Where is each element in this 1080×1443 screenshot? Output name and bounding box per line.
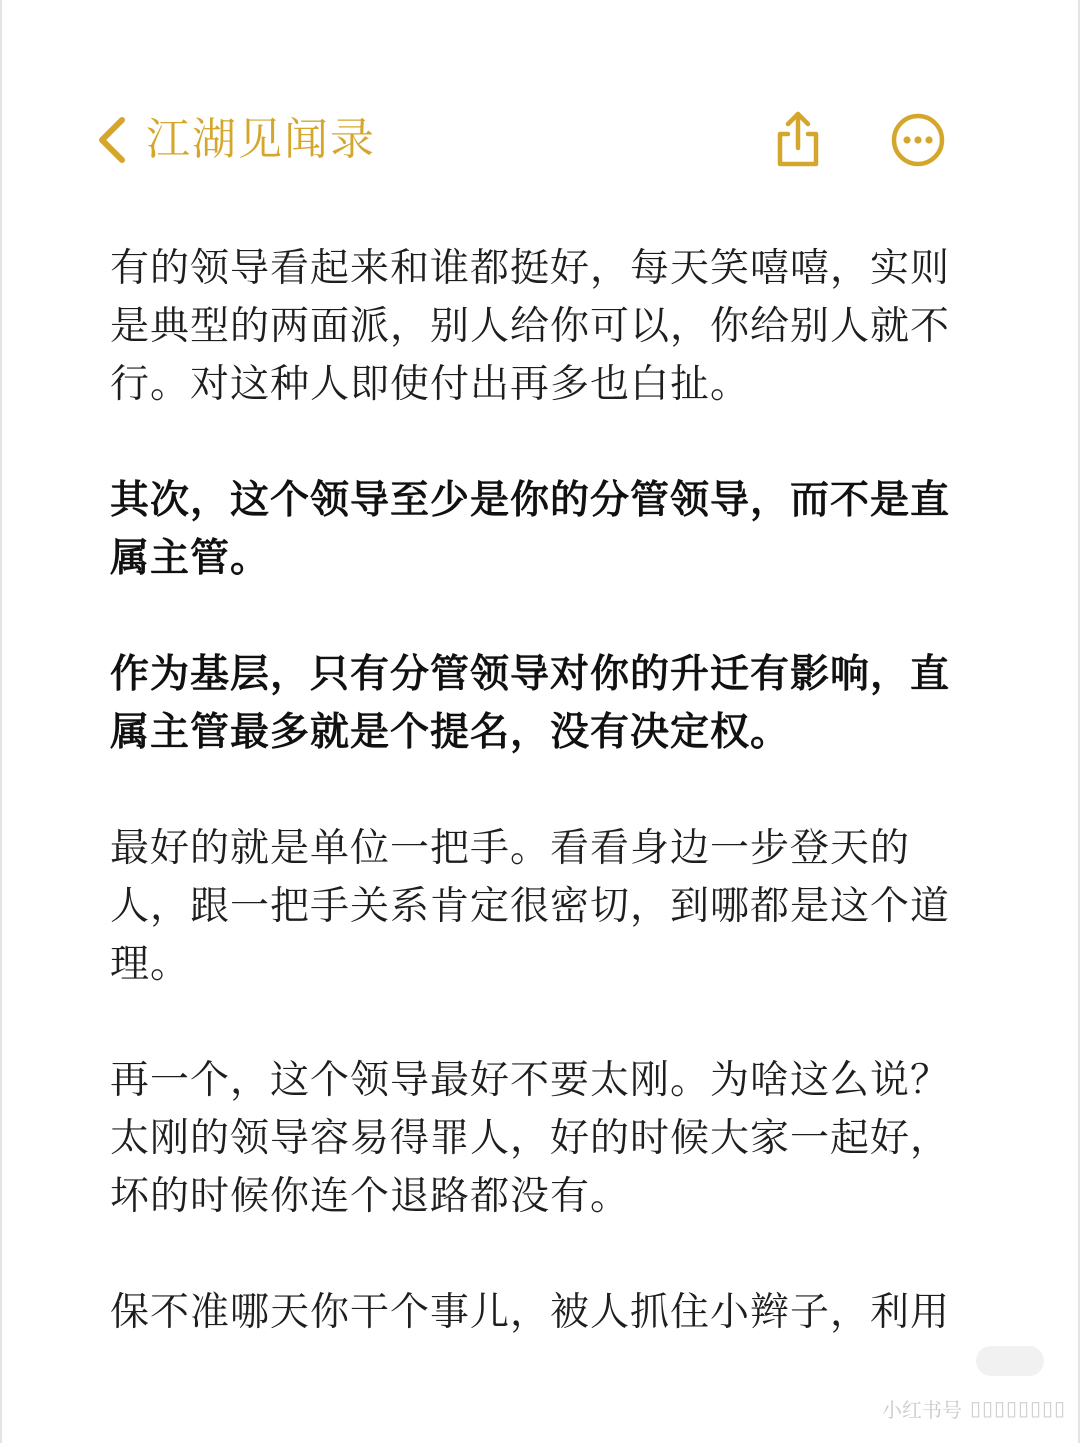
note-paragraph-bold: 作为基层，只有分管领导对你的升迁有影响，直属主管最多就是个提名，没有决定权。 xyxy=(110,652,951,755)
watermark-id: ▯▯▯▯▯▯▯▯ xyxy=(969,1398,1066,1420)
share-button[interactable] xyxy=(766,108,830,172)
navigation-bar xyxy=(0,0,1080,230)
watermark-name: 小红书号 xyxy=(881,1400,962,1422)
note-paragraph: 再一个，这个领导最好不要太刚。为啥这么说？太刚的领导容易得罪人，好的时候大家一起好，坏的时候你连个退路都没有。 xyxy=(110,1058,951,1219)
note-paragraph-bold: 其次，这个领导至少是你的分管领导，而不是直属主管。 xyxy=(110,478,951,581)
back-button[interactable] xyxy=(92,108,376,172)
note-paragraph: 保不准哪天你干个事儿，被人抓住小辫子，利用 xyxy=(110,1290,951,1335)
watermark xyxy=(882,1394,1066,1423)
note-paragraph: 有的领导看起来和谁都挺好，每天笑嘻嘻，实则是典型的两面派，别人给你可以，你给别人就不行。对这种人即使付出再多也白扯。 xyxy=(110,246,951,407)
ellipsis-circle-icon xyxy=(886,108,950,172)
note-paragraph: 最好的就是单位一把手。看看身边一步登天的人，跟一把手关系肯定很密切，到哪都是这个道理。 xyxy=(110,826,951,987)
chevron-left-icon xyxy=(92,108,132,172)
more-button[interactable] xyxy=(886,108,950,172)
note-body xyxy=(110,240,980,1400)
share-icon xyxy=(766,108,830,172)
back-label: 江湖见闻录 xyxy=(146,114,376,165)
faded-badge xyxy=(976,1346,1044,1376)
